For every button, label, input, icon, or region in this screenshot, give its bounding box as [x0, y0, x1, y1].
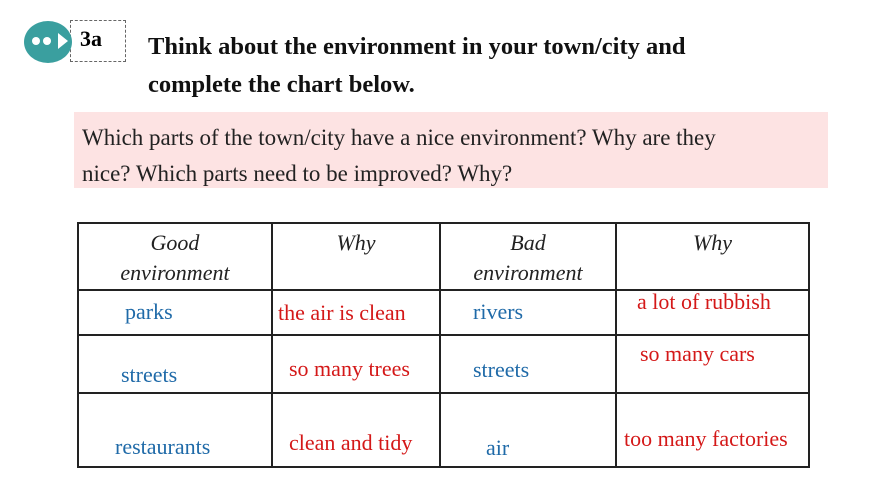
- table-cell: [616, 290, 809, 335]
- bad-reason: too many factories: [624, 426, 788, 451]
- good-place: restaurants: [115, 434, 211, 459]
- header-why-good: Why: [272, 223, 440, 290]
- table-cell: [272, 393, 440, 467]
- environment-chart: [77, 222, 810, 468]
- dot-icon: [32, 37, 40, 45]
- header-good-environment: Good environment: [78, 223, 272, 290]
- table-cell: [440, 393, 616, 467]
- table-cell: [616, 393, 809, 467]
- table-cell: [272, 290, 440, 335]
- table-row: [78, 393, 809, 467]
- table-cell: [78, 393, 272, 467]
- table-row: [78, 290, 809, 335]
- good-reason: clean and tidy: [289, 430, 413, 455]
- question-line-1: Which parts of the town/city have a nice environment? Why are they: [82, 125, 716, 150]
- table-cell: [78, 335, 272, 393]
- good-reason: so many trees: [289, 356, 410, 381]
- good-reason: the air is clean: [278, 300, 406, 325]
- good-place: parks: [125, 299, 173, 324]
- instruction-line-1: Think about the environment in your town/city and: [148, 33, 686, 60]
- table-row: [78, 335, 809, 393]
- question-box: [74, 112, 828, 188]
- header-why-bad: Why: [616, 223, 809, 290]
- bad-reason: so many cars: [640, 341, 755, 366]
- section-badge: [24, 20, 128, 64]
- bad-place: rivers: [473, 299, 524, 324]
- instruction-text: [148, 28, 848, 104]
- table-cell: [272, 335, 440, 393]
- table-cell: [440, 335, 616, 393]
- bad-reason: a lot of rubbish: [637, 289, 771, 314]
- instruction-line-2: complete the chart below.: [148, 71, 415, 98]
- header-row: [78, 223, 809, 290]
- header-bad-environment: Bad environment: [440, 223, 616, 290]
- badge-circle-icon: [24, 21, 72, 63]
- table-cell: [78, 290, 272, 335]
- badge-label: 3a: [80, 26, 102, 51]
- bad-place: air: [486, 435, 510, 460]
- table-cell: [616, 335, 809, 393]
- table-cell: [440, 290, 616, 335]
- good-place: streets: [121, 362, 178, 387]
- bad-place: streets: [473, 357, 530, 382]
- play-arrow-icon: [58, 33, 68, 49]
- dot-icon: [43, 37, 51, 45]
- question-line-2: nice? Which parts need to be improved? Why?: [82, 161, 513, 186]
